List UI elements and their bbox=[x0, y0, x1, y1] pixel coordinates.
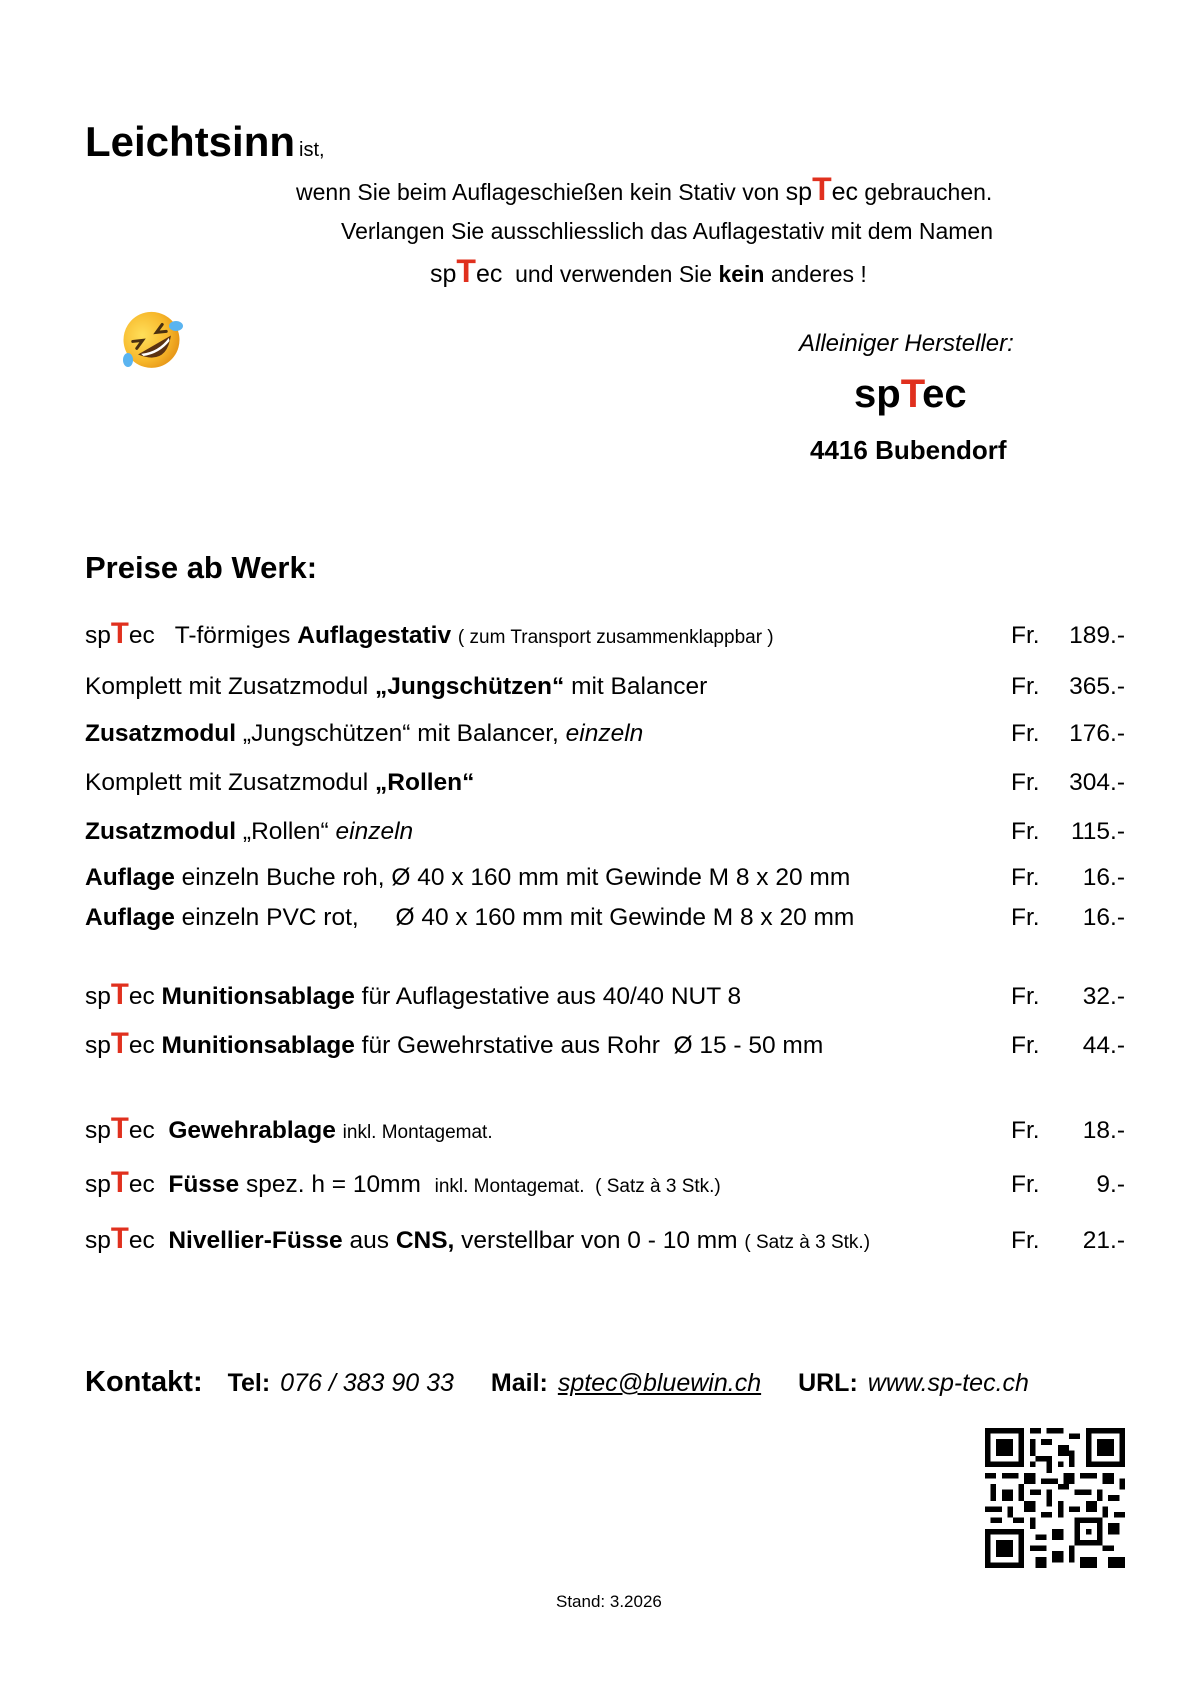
tel-value[interactable]: 076 / 383 90 33 bbox=[280, 1369, 454, 1397]
item-name: Munitionsablage bbox=[161, 983, 355, 1010]
prices-title: Preise ab Werk: bbox=[85, 550, 318, 585]
currency: Fr. bbox=[1011, 1171, 1040, 1198]
brand-logo-large: spTec bbox=[854, 372, 967, 416]
item-text: für Auflagestative aus 40/40 NUT 8 bbox=[361, 983, 742, 1010]
price-row bbox=[85, 617, 1125, 656]
price: 21.- bbox=[1082, 1227, 1125, 1254]
intro-line-2: Verlangen Sie ausschliesslich das Auflagestativ mit dem Namen bbox=[341, 218, 994, 244]
currency: Fr. bbox=[1011, 622, 1040, 649]
brand-logo: spTec bbox=[85, 1222, 155, 1255]
item-name: Zusatzmodul bbox=[85, 818, 237, 845]
item-text: „Jungschützen“ mit Balancer, bbox=[242, 720, 559, 747]
intro-text: wenn Sie beim Auflageschießen kein Stativ von bbox=[296, 179, 780, 205]
item-name: Auflage bbox=[85, 904, 175, 931]
intro-line-1 bbox=[296, 171, 993, 207]
headline-text: Leichtsinn bbox=[85, 118, 296, 165]
price-row bbox=[85, 769, 1125, 803]
currency: Fr. bbox=[1011, 864, 1040, 891]
item-name: Auflagestativ bbox=[297, 622, 452, 649]
item-note: ( Satz à 3 Stk.) bbox=[744, 1232, 871, 1253]
currency: Fr. bbox=[1011, 673, 1040, 700]
price: 304.- bbox=[1069, 769, 1125, 796]
contact-line bbox=[85, 1366, 1029, 1399]
intro-text: und verwenden Sie bbox=[515, 261, 713, 287]
stand-date: Stand: 3.2026 bbox=[556, 1592, 662, 1611]
item-text: T-förmiges bbox=[174, 622, 291, 649]
brand-logo: spTec bbox=[85, 1112, 155, 1145]
item-text: für Gewehrstative aus Rohr Ø 15 - 50 mm bbox=[361, 1032, 824, 1059]
item-text: spez. h = 10mm bbox=[245, 1171, 421, 1198]
intro-emphasis: kein bbox=[718, 261, 765, 287]
rolling-on-the-floor-laughing-emoji-icon bbox=[116, 304, 186, 374]
headline bbox=[85, 118, 325, 166]
maker-label: Alleiniger Hersteller: bbox=[799, 330, 1014, 357]
price-row bbox=[85, 720, 1125, 754]
item-note: einzeln bbox=[565, 720, 644, 747]
item-note: einzeln bbox=[335, 818, 414, 845]
item-name: Munitionsablage bbox=[161, 1032, 355, 1059]
price-row bbox=[85, 1222, 1125, 1261]
item-text: mit Balancer bbox=[571, 673, 708, 700]
item-text: Komplett mit Zusatzmodul bbox=[85, 769, 369, 796]
currency: Fr. bbox=[1011, 1117, 1040, 1144]
brand-logo: spTec bbox=[430, 253, 503, 289]
item-name: Nivellier-Füsse bbox=[168, 1227, 343, 1254]
item-text: Komplett mit Zusatzmodul bbox=[85, 673, 369, 700]
price: 176.- bbox=[1069, 720, 1125, 747]
price: 189.- bbox=[1069, 622, 1125, 649]
price-row bbox=[85, 818, 1125, 852]
currency: Fr. bbox=[1011, 720, 1040, 747]
url-link[interactable]: www.sp-tec.ch bbox=[867, 1369, 1029, 1397]
item-note: inkl. Montagemat. ( Satz à 3 Stk.) bbox=[434, 1176, 721, 1197]
item-name: „Rollen“ bbox=[375, 769, 475, 796]
intro-line-3 bbox=[430, 253, 867, 289]
intro-text: anderes ! bbox=[770, 261, 867, 287]
item-text: verstellbar von 0 - 10 mm bbox=[461, 1227, 738, 1254]
item-text: Ø 40 x 160 mm mit Gewinde M 8 x 20 mm bbox=[395, 904, 855, 931]
price-row bbox=[85, 1112, 1125, 1151]
brand-logo: spTec bbox=[85, 1166, 155, 1199]
price-row bbox=[85, 1166, 1125, 1205]
price-row bbox=[85, 1027, 1125, 1066]
item-text: aus bbox=[349, 1227, 389, 1254]
brand-logo: spTec bbox=[785, 171, 859, 207]
price-row bbox=[85, 673, 1125, 707]
price: 16.- bbox=[1082, 864, 1125, 891]
qr-code-icon[interactable] bbox=[985, 1428, 1125, 1568]
brand-logo: spTec bbox=[85, 617, 155, 650]
price: 365.- bbox=[1069, 673, 1125, 700]
headline-suffix: ist, bbox=[299, 139, 325, 161]
item-name: Gewehrablage bbox=[168, 1117, 336, 1144]
item-text: „Rollen“ bbox=[242, 818, 329, 845]
item-note: inkl. Montagemat. bbox=[342, 1122, 493, 1143]
currency: Fr. bbox=[1011, 904, 1040, 931]
intro-text: gebrauchen. bbox=[864, 179, 993, 205]
mail-link[interactable]: sptec@bluewin.ch bbox=[557, 1369, 762, 1397]
item-name: Füsse bbox=[168, 1171, 240, 1198]
item-name: Zusatzmodul bbox=[85, 720, 237, 747]
item-text: einzeln Buche roh, Ø 40 x 160 mm mit Gewinde M 8 x 20 mm bbox=[181, 864, 851, 891]
currency: Fr. bbox=[1011, 983, 1040, 1010]
url-label: URL: bbox=[798, 1369, 858, 1397]
price: 18.- bbox=[1082, 1117, 1125, 1144]
currency: Fr. bbox=[1011, 1227, 1040, 1254]
brand-logo: spTec bbox=[85, 978, 155, 1011]
item-name: Auflage bbox=[85, 864, 175, 891]
maker-city: 4416 Bubendorf bbox=[810, 435, 1007, 465]
price-row bbox=[85, 978, 1125, 1017]
item-text: einzeln PVC rot, bbox=[181, 904, 359, 931]
item-note: ( zum Transport zusammenklappbar ) bbox=[457, 627, 774, 648]
price: 115.- bbox=[1070, 818, 1125, 845]
currency: Fr. bbox=[1011, 818, 1040, 845]
tel-label: Tel: bbox=[227, 1369, 271, 1397]
currency: Fr. bbox=[1011, 1032, 1040, 1059]
price-row bbox=[85, 864, 1125, 898]
item-material: CNS, bbox=[395, 1227, 455, 1254]
price: 16.- bbox=[1082, 904, 1125, 931]
price: 9.- bbox=[1096, 1171, 1125, 1198]
brand-logo: spTec bbox=[85, 1027, 155, 1060]
currency: Fr. bbox=[1011, 769, 1040, 796]
contact-label: Kontakt: bbox=[85, 1366, 203, 1398]
price: 32.- bbox=[1082, 983, 1125, 1010]
mail-label: Mail: bbox=[490, 1369, 548, 1397]
item-name: „Jungschützen“ bbox=[375, 673, 565, 700]
price-row bbox=[85, 904, 1125, 938]
price: 44.- bbox=[1082, 1032, 1125, 1059]
